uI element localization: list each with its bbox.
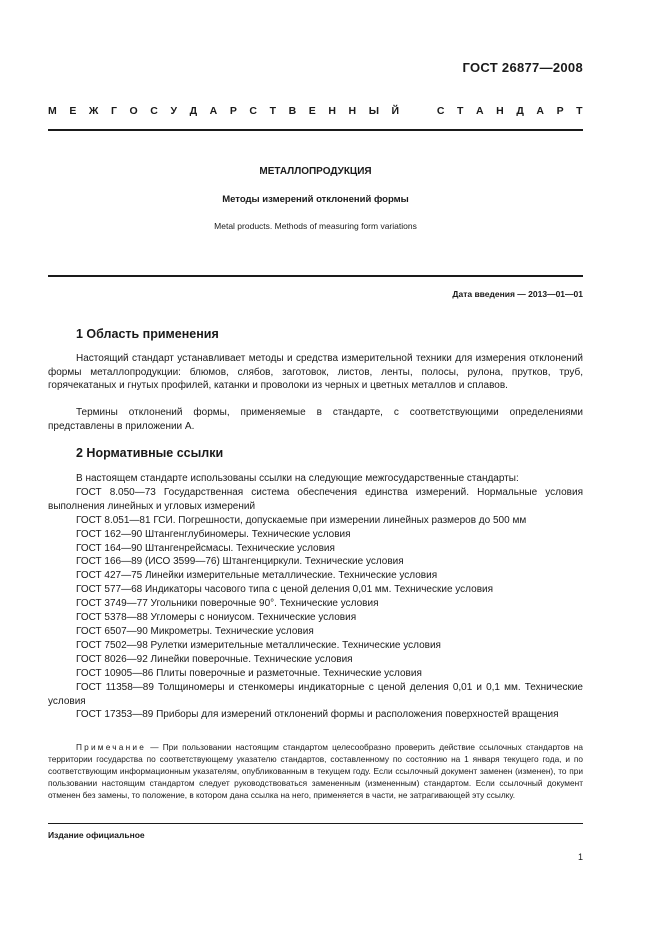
standard-title-letter: Т: [269, 105, 276, 117]
standard-title-letter: Ж: [88, 105, 99, 117]
references-intro: В настоящем стандарте использованы ссылки на следующие межгосударственные стандарты:: [76, 473, 519, 484]
standard-title-letter: С: [249, 105, 257, 117]
standard-title-letter: У: [170, 105, 177, 117]
standard-type-title: [48, 105, 583, 117]
section-1-para-2: Термины отклонений формы, применяемые в стандарте, с соответствующими определениями представлены в приложении А.: [48, 407, 583, 432]
standard-title-letter: Р: [229, 105, 237, 117]
standard-title-letter: Н: [328, 105, 336, 117]
section-2-heading: 2 Нормативные ссылки: [76, 446, 224, 460]
reference-item: ГОСТ 10905—86 Плиты поверочные и разметочные. Технические условия: [76, 667, 422, 679]
doc-number: ГОСТ 26877—2008: [462, 60, 583, 75]
reference-item: ГОСТ 5378—88 Угломеры с нониусом. Технические условия: [76, 612, 357, 624]
reference-item: ГОСТ 166—89 (ИСО 3599—76) Штангенциркули. Технические условия: [76, 556, 404, 568]
standard-title-letter: Д: [189, 105, 198, 117]
note: [48, 742, 583, 802]
reference-item: ГОСТ 3749—77 Угольники поверочные 90°. Технические условия: [76, 598, 379, 610]
standard-title-letter: Й: [391, 105, 400, 117]
doc-title: МЕТАЛЛОПРОДУКЦИЯ: [259, 166, 372, 177]
standard-title-letter: А: [476, 105, 484, 117]
title-rule: [48, 275, 583, 277]
reference-item: ГОСТ 8.050—73 Государственная система обеспечения единства измерений. Нормальные условия выполнения линейных и угловых измерений: [48, 486, 583, 512]
reference-item: ГОСТ 17353—89 Приборы для измерений отклонений формы и расположения поверхностей вращения: [76, 709, 559, 721]
reference-item: ГОСТ 6507—90 Микрометры. Технические условия: [76, 625, 314, 637]
reference-item: ГОСТ 8026—92 Линейки поверочные. Технические условия: [76, 653, 353, 665]
standard-title-letter: Т: [457, 105, 464, 117]
edition-label: Издание официальное: [48, 830, 145, 840]
note-text: — При пользовании настоящим стандартом целесообразно проверить действие ссылочных стандартов на территории государства по соответствующему указателю стандартов, составленному по состоянию на 1 января текущего года, и по соответствующим информационным указателям, опубликованным в текущем году. Если ссылочный документ заменен (изменен), то при пользовании настоящим стандартом следует руководствоваться замененным (измененным) стандартом. Если ссылочный документ отменен без замены, то положение, в котором дана ссылка на него, применяется в части, не затрагивающей эту ссылку.: [48, 742, 584, 800]
section-1-para-1: Настоящий стандарт устанавливает методы и средства измерительной техники для измерения отклонений формы металлопродукции: блюмов, слябов, заготовок, листов, ленты, полосы, рулона, прутков, труб, горячекатаных и гнутых профилей, катанки и проволоки из черных и цветных металлов и сплавов.: [48, 353, 583, 391]
note-label: Примечание: [76, 742, 147, 752]
standard-title-letter: А: [536, 105, 544, 117]
standard-title-letter: Н: [496, 105, 504, 117]
footer-rule: [48, 823, 583, 824]
reference-item: ГОСТ 11358—89 Толщиномеры и стенкомеры индикаторные с ценой деления 0,01 и 0,1 мм. Технические условия: [48, 681, 583, 707]
section-1-heading: 1 Область применения: [76, 327, 219, 341]
standard-title-letter: Е: [308, 105, 316, 117]
standard-title-letter: Д: [516, 105, 524, 117]
standard-title-letter: Е: [69, 105, 77, 117]
page-number: 1: [577, 852, 583, 862]
reference-item: ГОСТ 164—90 Штангенрейсмасы. Технические условия: [76, 542, 335, 554]
standard-title-letter: М: [48, 105, 57, 117]
reference-item: ГОСТ 162—90 Штангенглубиномеры. Технические условия: [76, 528, 351, 540]
header-rule: [48, 129, 583, 131]
standard-title-letter: С: [436, 105, 445, 117]
standard-title-letter: А: [209, 105, 218, 117]
standard-title-letter: Ы: [368, 105, 379, 117]
effective-date: Дата введения — 2013—01—01: [452, 289, 583, 299]
standard-title-letter: Т: [576, 105, 583, 117]
reference-item: ГОСТ 577—68 Индикаторы часового типа с ценой деления 0,01 мм. Технические условия: [76, 584, 494, 596]
reference-item: ГОСТ 427—75 Линейки измерительные металлические. Технические условия: [76, 570, 438, 582]
references-list: [48, 472, 583, 722]
doc-subtitle: Методы измерений отклонений формы: [222, 194, 409, 205]
reference-item: ГОСТ 8.051—81 ГСИ. Погрешности, допускаемые при измерении линейных размеров до 500 мм: [76, 514, 527, 526]
standard-title-letter: С: [150, 105, 158, 117]
doc-title-english: Metal products. Methods of measuring form variations: [214, 221, 417, 231]
standard-title-letter: Г: [111, 105, 117, 117]
standard-title-letter: Н: [348, 105, 357, 117]
reference-item: ГОСТ 7502—98 Рулетки измерительные металлические. Технические условия: [76, 639, 441, 651]
standard-title-letter: Р: [556, 105, 564, 117]
standard-title-letter: В: [288, 105, 297, 117]
standard-title-letter: О: [129, 105, 138, 117]
